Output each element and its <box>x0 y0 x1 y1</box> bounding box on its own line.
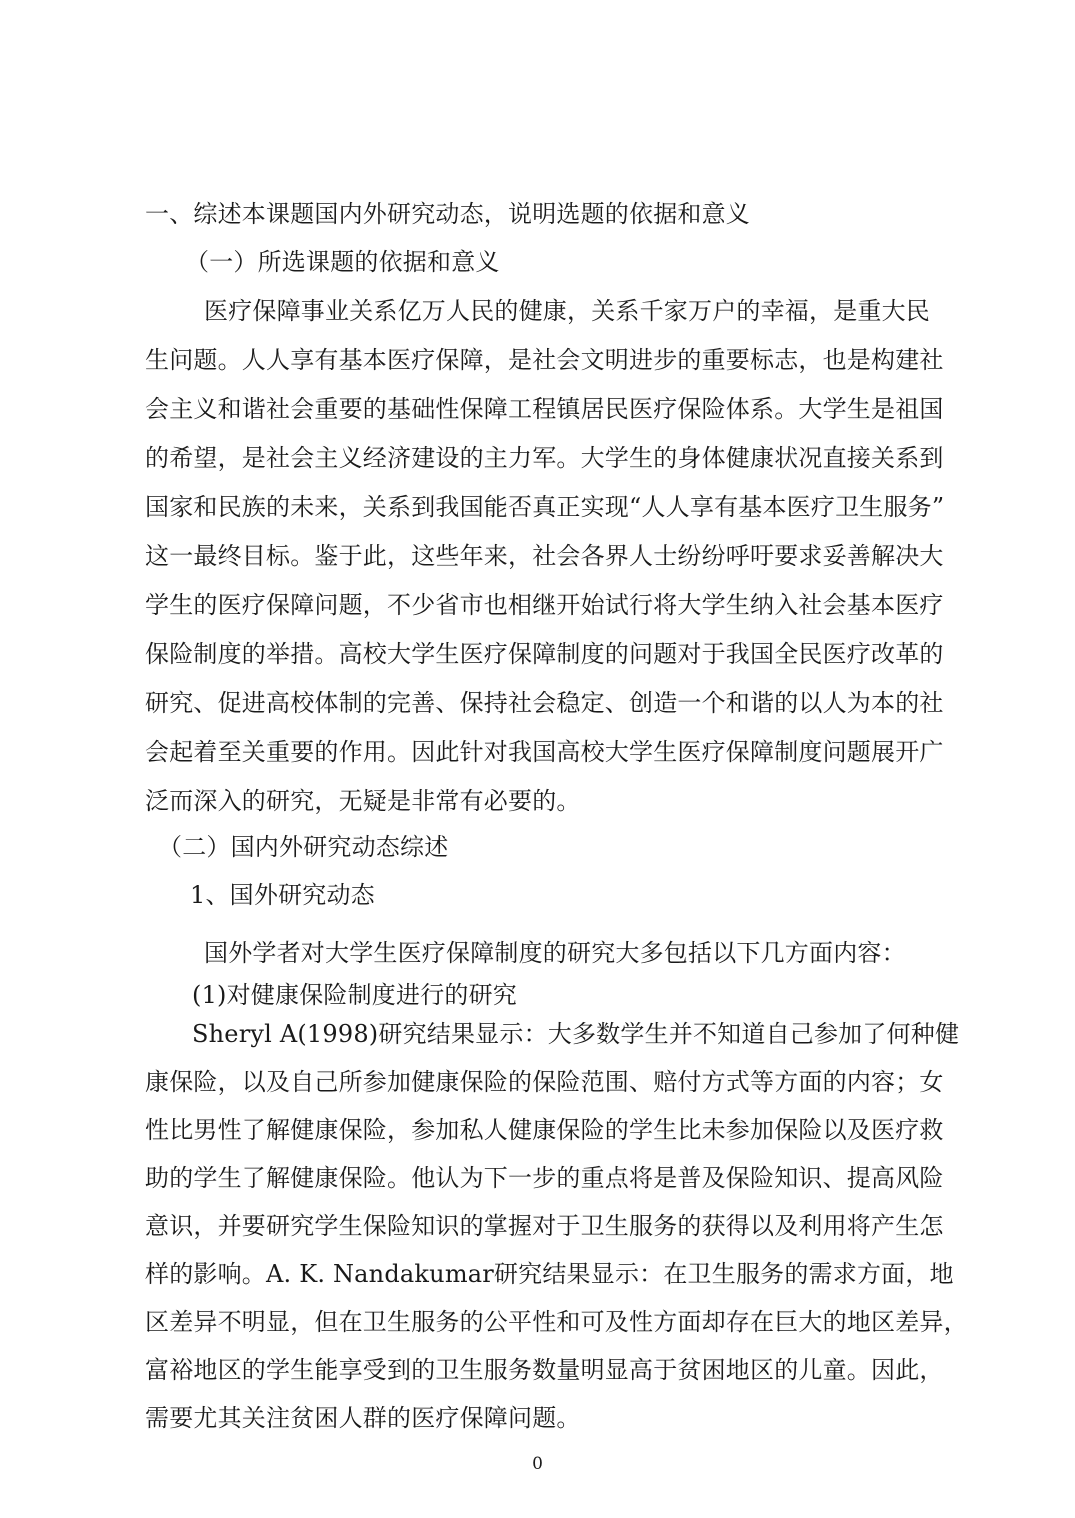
paragraph-line: 区差异不明显，但在卫生服务的公平性和可及性方面却存在巨大的地区差异， <box>145 1308 968 1336</box>
paragraph-line: 医疗保障事业关系亿万人民的健康，关系千家万户的幸福，是重大民 <box>204 297 930 325</box>
paragraph-line: 需要尤其关注贫困人群的医疗保障问题。 <box>145 1404 581 1432</box>
section-1-title: （一）所选课题的依据和意义 <box>185 248 500 276</box>
paragraph-line: 意识，并要研究学生保险知识的掌握对于卫生服务的获得以及利用将产生怎 <box>145 1212 944 1240</box>
section-2-title: （二）国内外研究动态综述 <box>158 833 449 861</box>
page-number: 0 <box>532 1454 543 1474</box>
list-item-heading: (1)对健康保险制度进行的研究 <box>192 981 517 1009</box>
main-heading: 一、综述本课题国内外研究动态，说明选题的依据和意义 <box>145 200 750 228</box>
paragraph-line: 富裕地区的学生能享受到的卫生服务数量明显高于贫困地区的儿童。因此， <box>145 1356 944 1384</box>
paragraph-line: 泛而深入的研究，无疑是非常有必要的。 <box>145 787 581 815</box>
paragraph-line: 国外学者对大学生医疗保障制度的研究大多包括以下几方面内容： <box>204 939 906 967</box>
paragraph-line: 的希望，是社会主义经济建设的主力军。大学生的身体健康状况直接关系到 <box>145 444 944 472</box>
paragraph-line: 学生的医疗保障问题，不少省市也相继开始试行将大学生纳入社会基本医疗 <box>145 591 944 619</box>
paragraph-line: 样的影响。A. K. Nandakumar研究结果显示：在卫生服务的需求方面，地 <box>145 1260 954 1288</box>
paragraph-line: 康保险，以及自己所参加健康保险的保险范围、赔付方式等方面的内容；女 <box>145 1068 944 1096</box>
paragraph-line: 会起着至关重要的作用。因此针对我国高校大学生医疗保障制度问题展开广 <box>145 738 944 766</box>
paragraph-line: 性比男性了解健康保险，参加私人健康保险的学生比未参加保险以及医疗救 <box>145 1116 944 1144</box>
paragraph-line: 会主义和谐社会重要的基础性保障工程镇居民医疗保险体系。大学生是祖国 <box>145 395 944 423</box>
paragraph-line: 助的学生了解健康保险。他认为下一步的重点将是普及保险知识、提高风险 <box>145 1164 944 1192</box>
paragraph-line: 生问题。人人享有基本医疗保障，是社会文明进步的重要标志，也是构建社 <box>145 346 944 374</box>
paragraph-line: 国家和民族的未来，关系到我国能否真正实现“人人享有基本医疗卫生服务” <box>145 493 945 521</box>
section-2-subtitle: 1、国外研究动态 <box>190 881 375 909</box>
paragraph-line: 保险制度的举措。高校大学生医疗保障制度的问题对于我国全民医疗改革的 <box>145 640 944 668</box>
paragraph-line: 研究、促进高校体制的完善、保持社会稳定、创造一个和谐的以人为本的社 <box>145 689 944 717</box>
paragraph-line: 这一最终目标。鉴于此，这些年来，社会各界人士纷纷呼吁要求妥善解决大 <box>145 542 944 570</box>
paragraph-line: Sheryl A(1998)研究结果显示：大多数学生并不知道自己参加了何种健 <box>192 1020 960 1048</box>
